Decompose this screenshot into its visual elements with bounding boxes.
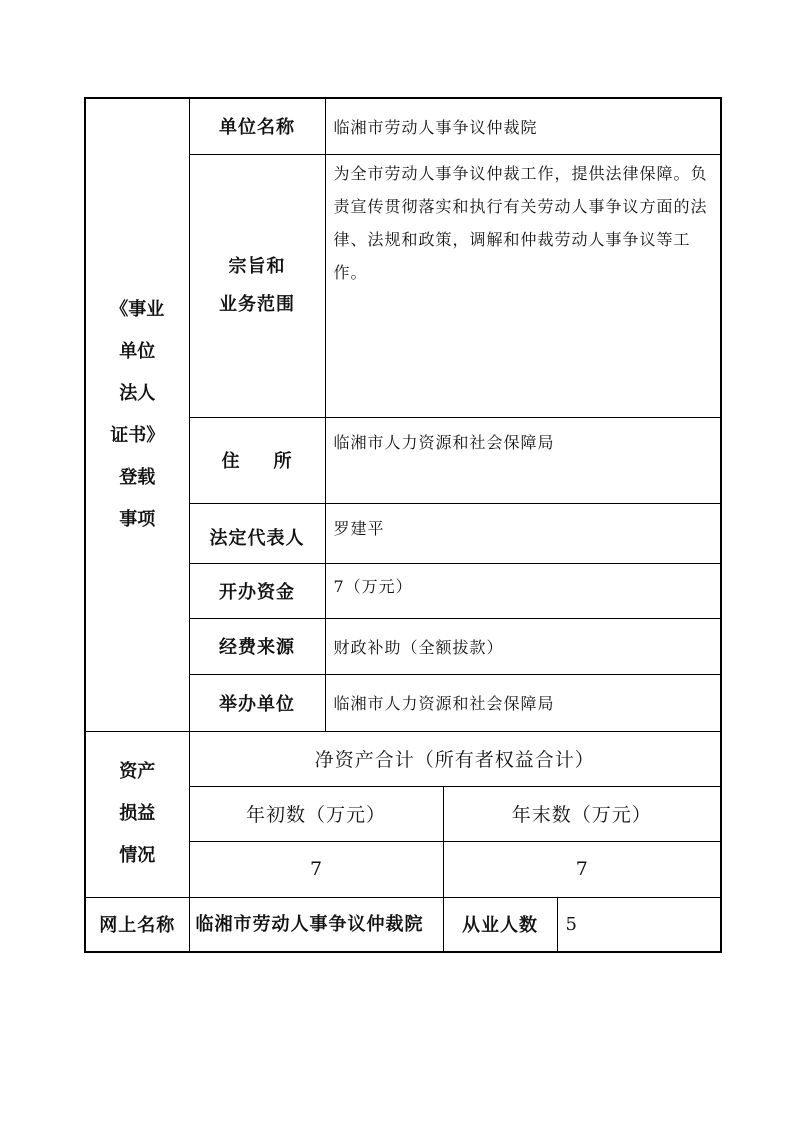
section-label-line: 法人 <box>119 382 156 404</box>
section-label-line: 证书》 <box>110 424 165 446</box>
end-of-year-value: 7 <box>443 841 721 897</box>
end-of-year-header: 年末数（万元） <box>443 786 721 841</box>
net-assets-header-row <box>85 731 721 786</box>
purpose-label-line: 宗旨和 <box>228 255 286 277</box>
section-label-line: 事项 <box>119 508 156 530</box>
section-label-line: 《事业 <box>110 298 165 320</box>
legal-rep-value: 罗建平 <box>325 503 721 563</box>
registration-section-label <box>85 98 189 731</box>
purpose-label-line: 业务范围 <box>219 293 295 315</box>
purpose-label <box>189 154 325 417</box>
sponsor-label: 举办单位 <box>189 674 325 731</box>
capital-label: 开办资金 <box>189 563 325 618</box>
funding-value: 财政补助（全额拔款） <box>325 618 721 674</box>
sponsor-value: 临湘市人力资源和社会保障局 <box>325 674 721 731</box>
section-label-line: 登载 <box>119 466 156 488</box>
section-label-line: 单位 <box>119 340 156 362</box>
online-name-row <box>85 897 721 952</box>
residence-label <box>189 417 325 503</box>
unit-name-value: 临湘市劳动人事争议仲裁院 <box>325 98 721 154</box>
start-of-year-value: 7 <box>189 841 443 897</box>
online-name-label: 网上名称 <box>85 897 189 952</box>
assets-label-line: 损益 <box>119 803 156 824</box>
start-of-year-header: 年初数（万元） <box>189 786 443 841</box>
unit-name-label: 单位名称 <box>189 98 325 154</box>
net-assets-header: 净资产合计（所有者权益合计） <box>189 731 721 786</box>
capital-value: 7（万元） <box>325 563 721 618</box>
assets-label-line: 资产 <box>119 761 156 782</box>
assets-section-label <box>85 731 189 897</box>
online-name-value: 临湘市劳动人事争议仲裁院 <box>189 897 443 952</box>
employees-label: 从业人数 <box>443 897 557 952</box>
residence-value: 临湘市人力资源和社会保障局 <box>325 417 721 503</box>
legal-rep-label: 法定代表人 <box>189 503 325 563</box>
purpose-value: 为全市劳动人事争议仲裁工作，提供法律保障。负责宣传贯彻落实和执行有关劳动人事争议方面的法律、法规和政策，调解和仲裁劳动人事争议等工作。 <box>325 154 721 417</box>
residence-label-char: 住 <box>221 451 241 472</box>
assets-label-line: 情况 <box>119 845 156 866</box>
unit-name-row <box>85 98 721 154</box>
funding-label: 经费来源 <box>189 618 325 674</box>
registration-form-table <box>84 97 722 953</box>
residence-label-char: 所 <box>273 451 293 472</box>
employees-value: 5 <box>557 897 721 952</box>
